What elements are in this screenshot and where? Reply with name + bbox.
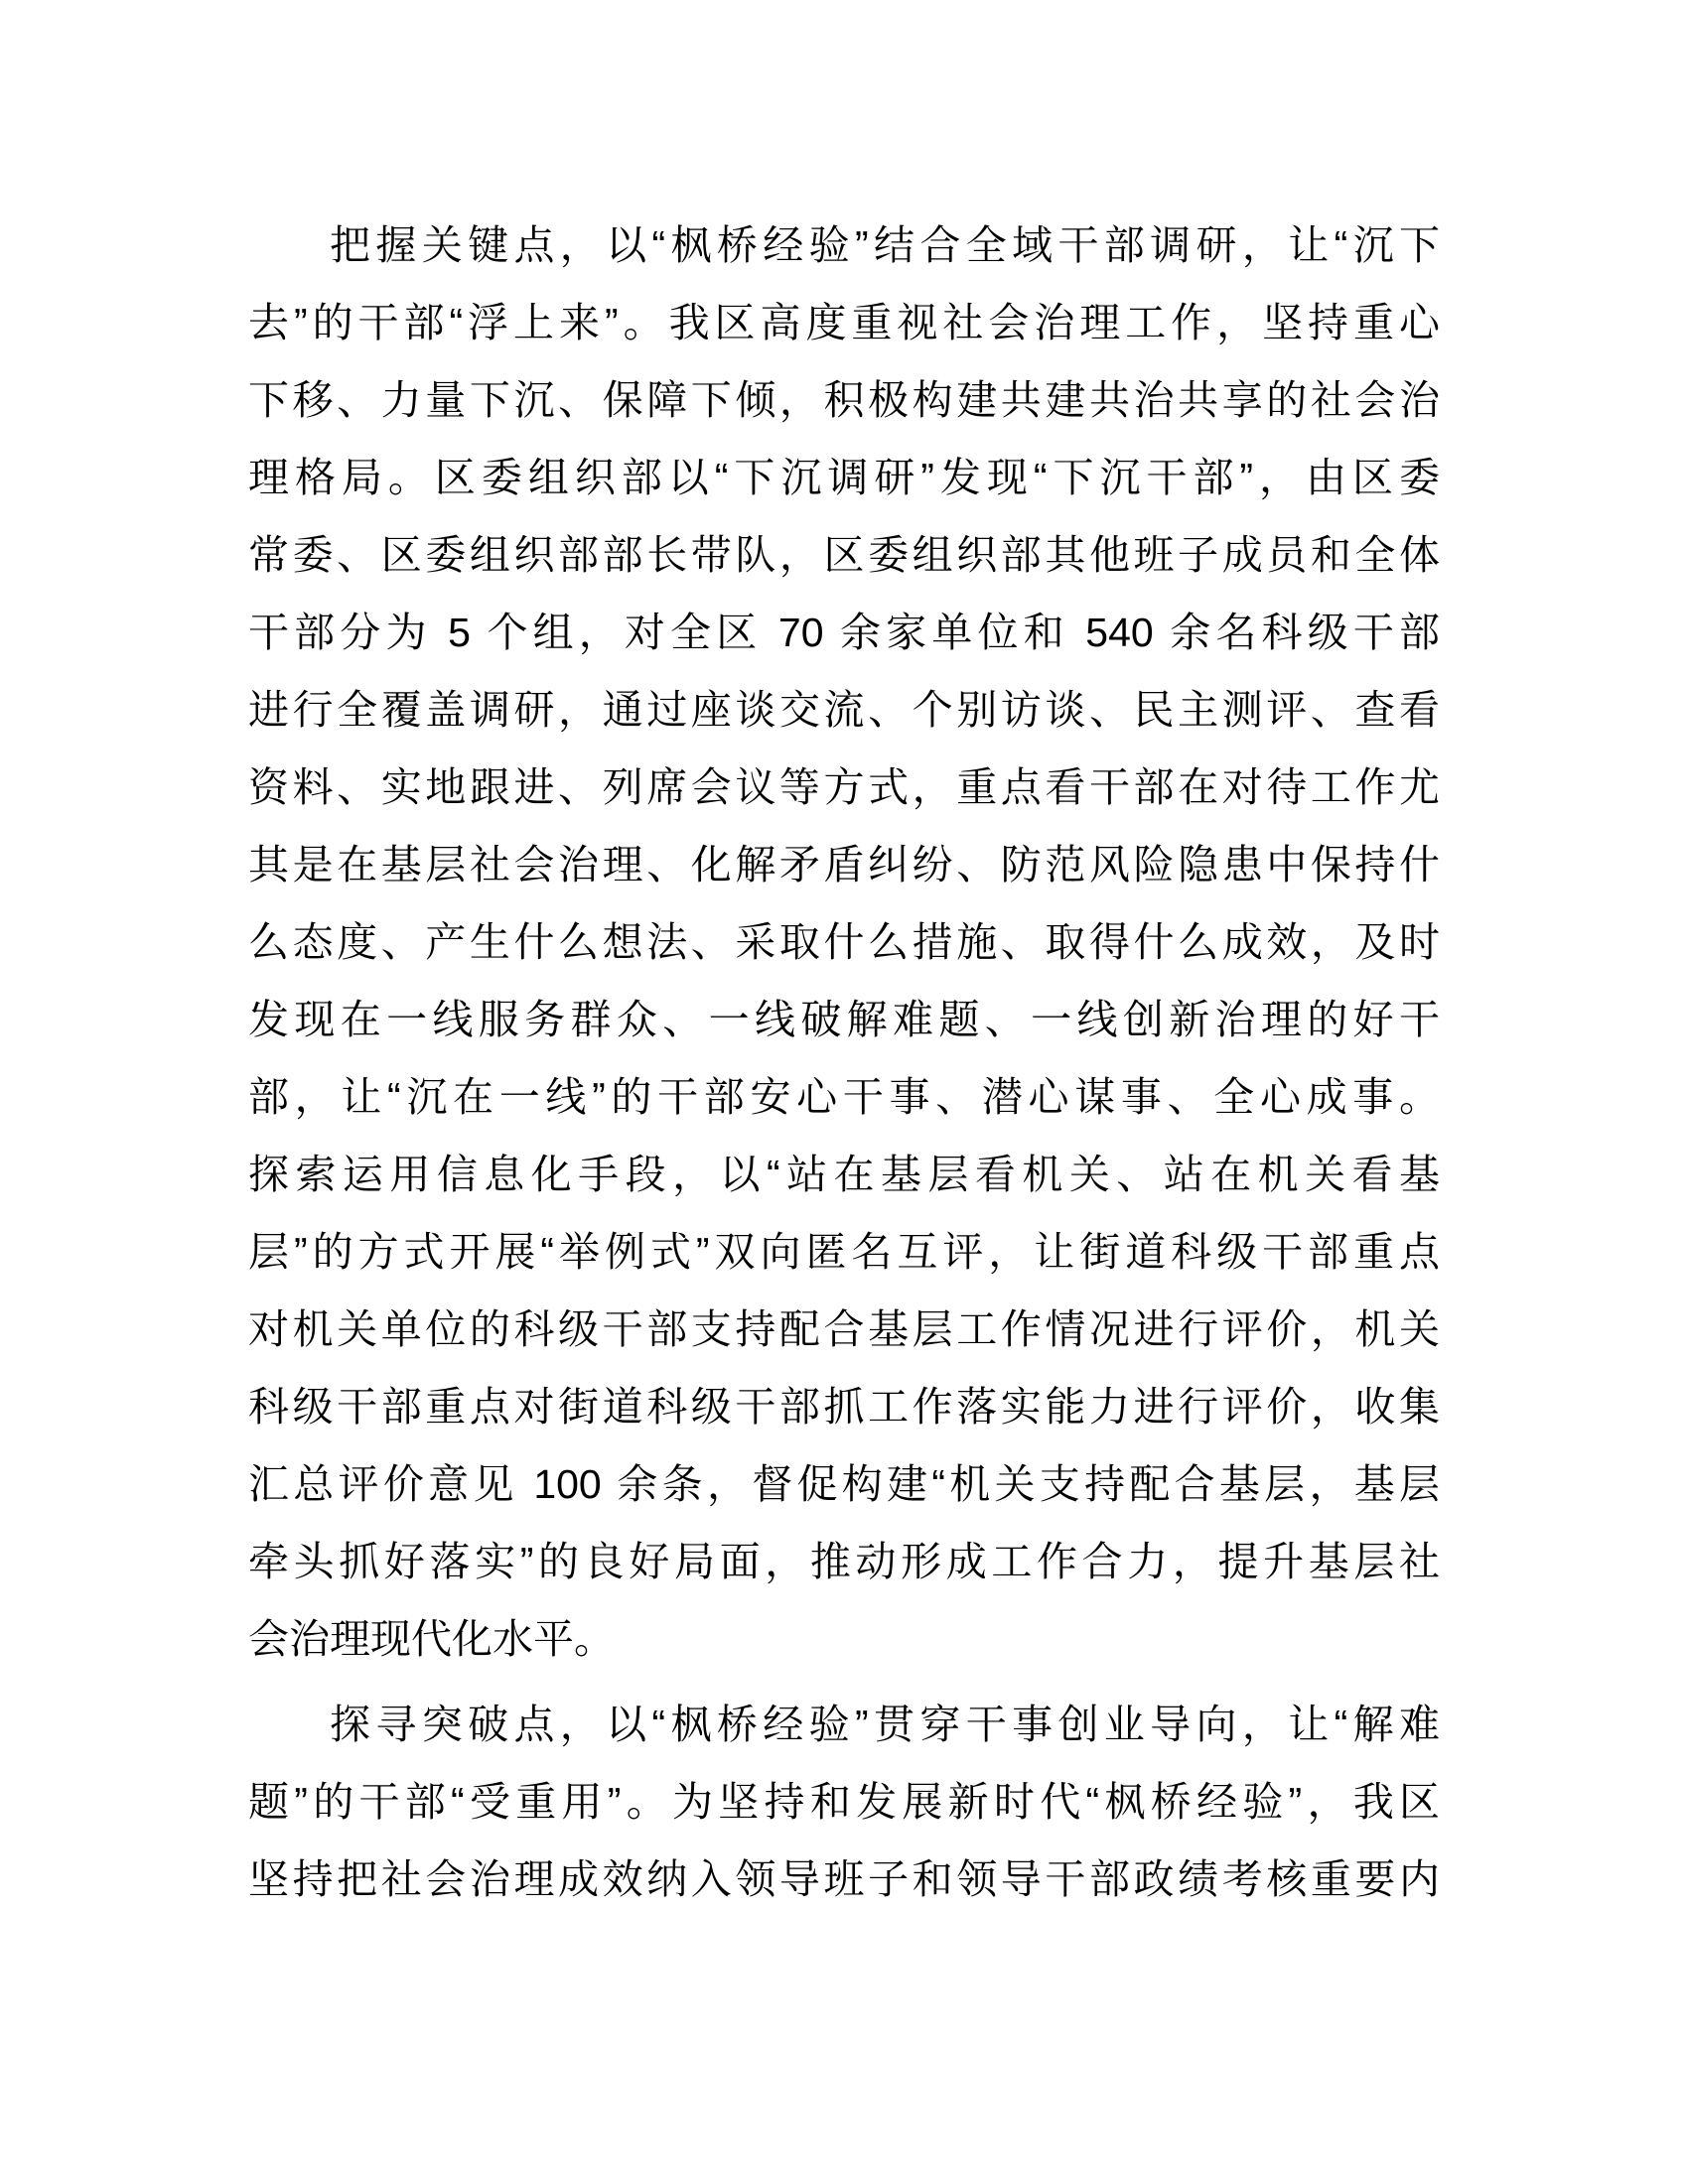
text-line: 牵头抓好落实”的良好局面，推动形成工作合力，提升基层社 <box>248 1539 1440 1584</box>
text-line: 把握关键点，以“枫桥经验”结合全域干部调研，让“沉下 <box>330 222 1440 268</box>
text-line: 下移、力量下沉、保障下倾，积极构建共建共治共享的社会治 <box>248 377 1440 423</box>
text-line: 理格局。区委组织部以“下沉调研”发现“下沉干部”，由区委 <box>248 455 1440 500</box>
text-line: 部，让“沉在一线”的干部安心干事、潜心谋事、全心成事。 <box>248 1074 1440 1120</box>
text-line: 层”的方式开展“举例式”双向匿名互评，让街道科级干部重点 <box>248 1229 1440 1275</box>
text-line: 对机关单位的科级干部支持配合基层工作情况进行评价，机关 <box>248 1306 1440 1352</box>
text-line: 其是在基层社会治理、化解矛盾纠纷、防范风险隐患中保持什 <box>248 842 1440 887</box>
text-line: 资料、实地跟进、列席会议等方式，重点看干部在对待工作尤 <box>248 764 1440 810</box>
text-line: 题”的干部“受重用”。为坚持和发展新时代“枫桥经验”，我区 <box>248 1779 1440 1825</box>
text-line: 汇总评价意见 100 余条，督促构建“机关支持配合基层，基层 <box>248 1461 1440 1507</box>
text-line: 坚持把社会治理成效纳入领导班子和领导干部政绩考核重要内 <box>248 1856 1440 1902</box>
text-body <box>248 206 1440 1918</box>
text-line: 科级干部重点对街道科级干部抓工作落实能力进行评价，收集 <box>248 1384 1440 1430</box>
text-line: 探寻突破点，以“枫桥经验”贯穿干事创业导向，让“解难 <box>330 1702 1440 1747</box>
paragraph <box>248 206 1440 1678</box>
text-line: 干部分为 5 个组，对全区 70 余家单位和 540 余名科级干部 <box>248 610 1440 655</box>
text-line: 常委、区委组织部部长带队，区委组织部其他班子成员和全体 <box>248 532 1440 578</box>
text-line: 发现在一线服务群众、一线破解难题、一线创新治理的好干 <box>248 997 1440 1042</box>
text-line: 探索运用信息化手段，以“站在基层看机关、站在机关看基 <box>248 1152 1440 1197</box>
text-line: 么态度、产生什么想法、采取什么措施、取得什么成效，及时 <box>248 919 1440 965</box>
text-line: 进行全覆盖调研，通过座谈交流、个别访谈、民主测评、查看 <box>248 687 1440 733</box>
paragraph <box>248 1686 1440 1918</box>
text-line: 会治理现代化水平。 <box>248 1616 615 1662</box>
text-line: 去”的干部“浮上来”。我区高度重视社会治理工作，坚持重心 <box>248 300 1440 345</box>
